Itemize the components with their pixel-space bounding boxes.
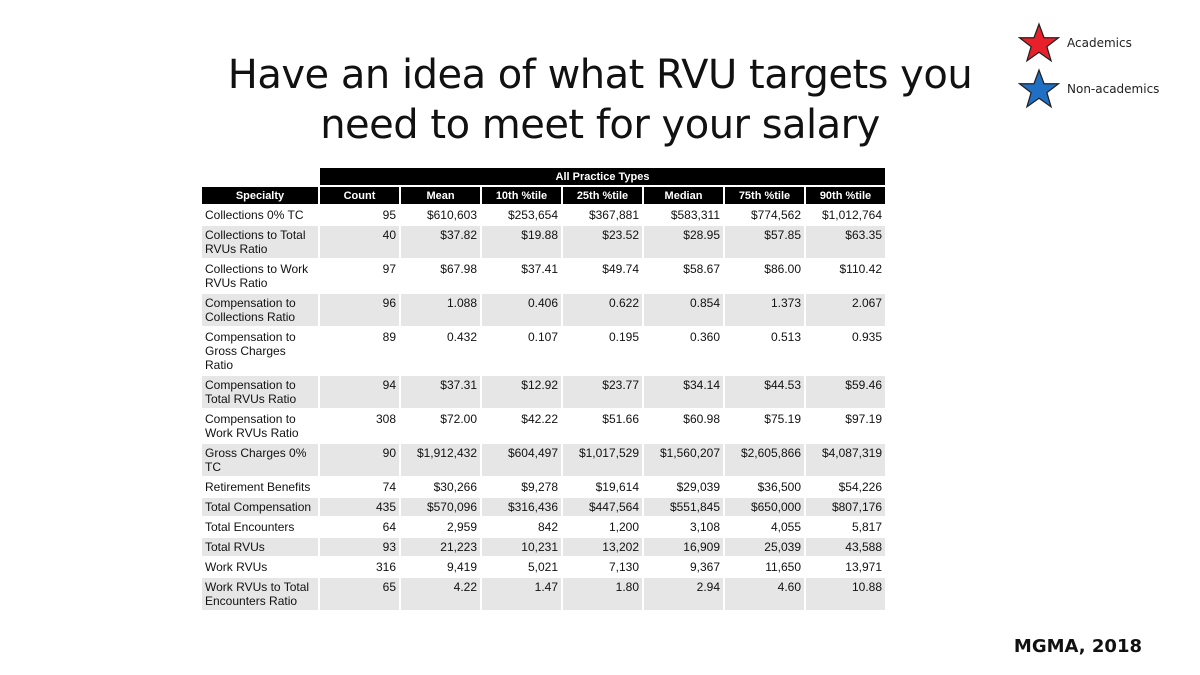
value-cell: 1.80 [563,578,642,610]
value-cell: $23.77 [563,376,642,408]
value-cell: 0.854 [644,294,723,326]
value-cell: 2.94 [644,578,723,610]
value-cell: 13,202 [563,538,642,556]
red-star-icon [1018,22,1060,64]
value-cell: 21,223 [401,538,480,556]
value-cell: 1.47 [482,578,561,610]
value-cell: 308 [375,412,396,426]
value-cell: 0.513 [770,330,801,344]
table-corner [202,168,318,185]
table-row [202,328,885,374]
value-cell: 0.406 [482,294,561,326]
table-row [202,226,885,258]
table-row [202,294,885,326]
value-cell: 316 [375,560,396,574]
value-cell: $19.88 [482,226,561,258]
table-row [202,558,885,576]
value-cell: $30,266 [433,480,477,494]
slide-title-line-2: need to meet for your salary [320,102,880,148]
value-cell: $650,000 [725,498,804,516]
legend [1018,20,1159,112]
value-cell: 3,108 [689,520,720,534]
value-cell: $807,176 [806,498,885,516]
value-cell: $551,845 [644,498,723,516]
value-cell: 89 [382,330,396,344]
col-header-90th: 90th %tile [806,187,885,204]
value-cell: $583,311 [670,208,720,222]
col-header-75th: 75th %tile [725,187,804,204]
value-cell: 2.067 [806,294,885,326]
value-cell: $610,603 [426,208,477,222]
value-cell: 11,650 [765,560,801,574]
value-cell: $1,012,764 [821,208,882,222]
value-cell: 94 [320,376,399,408]
value-cell: $37.31 [401,376,480,408]
value-cell: 43,588 [806,538,885,556]
value-cell: 9,367 [689,560,720,574]
specialty-cell: Compensation to Total RVUs Ratio [202,376,318,408]
value-cell: 1.088 [401,294,480,326]
value-cell: $86.00 [764,262,801,276]
table-row [202,206,885,224]
value-cell: 97 [382,262,396,276]
value-cell: 74 [382,480,396,494]
group-header: All Practice Types [320,168,885,185]
value-cell: $37.82 [401,226,480,258]
value-cell: 64 [382,520,396,534]
table-row [202,518,885,536]
table-row [202,498,885,516]
legend-item-non-academics [1018,66,1159,112]
value-cell: $774,562 [750,208,801,222]
table-row [202,260,885,292]
value-cell: 65 [320,578,399,610]
col-header-count: Count [320,187,399,204]
value-cell: $29,039 [676,480,720,494]
value-cell: 16,909 [644,538,723,556]
value-cell: $1,017,529 [563,444,642,476]
value-cell: 9,419 [446,560,477,574]
salary-rvu-table [200,166,887,612]
col-header-10th: 10th %tile [482,187,561,204]
specialty-cell: Compensation to Collections Ratio [202,294,318,326]
value-cell: $316,436 [482,498,561,516]
col-header-specialty: Specialty [202,187,318,204]
specialty-cell: Total Encounters [205,520,295,534]
specialty-cell: Gross Charges 0% TC [202,444,318,476]
value-cell: 96 [320,294,399,326]
specialty-cell: Collections 0% TC [205,208,304,222]
value-cell: 90 [320,444,399,476]
specialty-cell: Retirement Benefits [205,480,311,494]
legend-label-academics: Academics [1067,36,1132,50]
value-cell: $75.19 [764,412,801,426]
value-cell: $97.19 [845,412,882,426]
value-cell: $54,226 [838,480,882,494]
value-cell: 842 [537,520,558,534]
value-cell: $44.53 [725,376,804,408]
col-header-mean: Mean [401,187,480,204]
value-cell: $9,278 [521,480,558,494]
value-cell: 5,021 [527,560,558,574]
value-cell: $367,881 [588,208,639,222]
legend-item-academics [1018,20,1159,66]
value-cell: $12.92 [482,376,561,408]
value-cell: $253,654 [507,208,558,222]
table-row [202,538,885,556]
legend-label-non-academics: Non-academics [1067,82,1160,96]
value-cell: $72.00 [440,412,477,426]
value-cell: 10.88 [806,578,885,610]
value-cell: 1,200 [608,520,639,534]
value-cell: 0.107 [527,330,558,344]
value-cell: 0.195 [608,330,639,344]
value-cell: $19,614 [595,480,639,494]
value-cell: $1,560,207 [644,444,723,476]
value-cell: 4,055 [770,520,801,534]
value-cell: 4.22 [401,578,480,610]
value-cell: 5,817 [851,520,882,534]
blue-star-icon [1018,68,1060,110]
specialty-cell: Compensation to Gross Charges Ratio [205,330,296,372]
value-cell: 0.622 [563,294,642,326]
value-cell: $60.98 [683,412,720,426]
value-cell: $49.74 [602,262,639,276]
value-cell: 40 [320,226,399,258]
value-cell: $37.41 [521,262,558,276]
value-cell: 13,971 [845,560,882,574]
specialty-cell: Work RVUs to Total Encounters Ratio [202,578,318,610]
specialty-cell: Compensation to Work RVUs Ratio [205,412,299,440]
value-cell: $59.46 [806,376,885,408]
col-header-25th: 25th %tile [563,187,642,204]
value-cell: 25,039 [725,538,804,556]
value-cell: $63.35 [806,226,885,258]
col-header-median: Median [644,187,723,204]
value-cell: $23.52 [563,226,642,258]
slide-title [150,50,1050,150]
value-cell: 1.373 [725,294,804,326]
slide-title-line-1: Have an idea of what RVU targets you [227,52,973,98]
value-cell: 435 [320,498,399,516]
table-body [202,206,885,610]
value-cell: $1,912,432 [401,444,480,476]
value-cell: $28.95 [644,226,723,258]
value-cell: $34.14 [644,376,723,408]
specialty-cell: Collections to Total RVUs Ratio [202,226,318,258]
value-cell: 7,130 [608,560,639,574]
value-cell: $447,564 [563,498,642,516]
value-cell: $4,087,319 [806,444,885,476]
specialty-cell: Collections to Work RVUs Ratio [205,262,309,290]
value-cell: 0.360 [689,330,720,344]
table-row [202,578,885,610]
specialty-cell: Total RVUs [202,538,318,556]
value-cell: 0.432 [446,330,477,344]
value-cell: 2,959 [446,520,477,534]
value-cell: 95 [382,208,396,222]
table-row [202,478,885,496]
table-row [202,410,885,442]
value-cell: $36,500 [757,480,801,494]
value-cell: $570,096 [401,498,480,516]
value-cell: $604,497 [482,444,561,476]
table-row [202,376,885,408]
source-citation: MGMA, 2018 [1013,636,1142,657]
specialty-cell: Total Compensation [202,498,318,516]
value-cell: $110.42 [839,262,882,276]
value-cell: $2,605,866 [725,444,804,476]
value-cell: 4.60 [725,578,804,610]
value-cell: $58.67 [683,262,720,276]
value-cell: $67.98 [440,262,477,276]
specialty-cell: Work RVUs [205,560,268,574]
value-cell: $51.66 [602,412,639,426]
value-cell: 10,231 [482,538,561,556]
value-cell: 0.935 [851,330,882,344]
table-row [202,444,885,476]
value-cell: $57.85 [725,226,804,258]
value-cell: 93 [320,538,399,556]
value-cell: $42.22 [521,412,558,426]
